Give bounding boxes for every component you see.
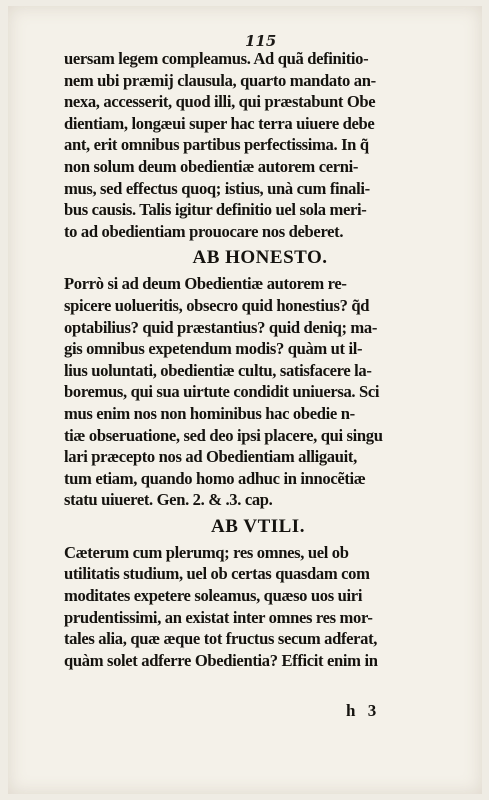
text-line: quàm solet adferre Obedientia? Efficit enim in xyxy=(64,650,378,670)
text-line: optabilius? quid præstantius? quid deniq; ma- xyxy=(64,317,378,337)
text-line: lari præcepto nos ad Obedientiam alligauit, xyxy=(64,447,357,467)
book-page xyxy=(8,6,482,794)
text-line: nem ubi præmij clausula, quarto mandato an- xyxy=(64,70,376,90)
paragraph-intro xyxy=(64,48,442,242)
section-heading-ab-utili: AB VTILI. xyxy=(211,515,305,537)
text-line: Porrò si ad deum Obedientiæ autorem re- xyxy=(64,274,347,294)
paragraph-ab-utili xyxy=(64,542,442,672)
text-line: non solum deum obedientiæ autorem cerni- xyxy=(64,156,359,176)
text-line: bus causis. Talis igitur definitio uel sola meri- xyxy=(64,200,367,220)
text-line: spicere uolueritis, obsecro quid honestius? q̃d xyxy=(64,295,370,315)
text-line: mus, sed effectus quoq; istius, unà cum finali- xyxy=(64,178,370,198)
text-line: dientiam, longæui super hac terra uiuere debe xyxy=(64,113,375,133)
text-line: tiæ obseruatione, sed deo ipsi placere, qui singu xyxy=(64,425,383,445)
text-line: utilitatis studium, uel ob certas quasdam com xyxy=(64,564,370,584)
paragraph-ab-honesto xyxy=(64,273,442,511)
text-line: mus enim nos non hominibus hac obedie n- xyxy=(64,403,355,423)
section-heading-ab-honesto: AB HONESTO. xyxy=(192,247,328,269)
text-line: to ad obedientiam prouocare nos deberet. xyxy=(64,221,344,241)
text-line: statu uiueret. Gen. 2. & .3. cap. xyxy=(64,490,273,510)
text-line: prudentissimi, an existat inter omnes res mor- xyxy=(64,607,373,627)
signature-mark: h 3 xyxy=(346,701,377,720)
text-line: uersam legem compleamus. Ad quã definitio- xyxy=(64,49,369,68)
text-line: lius uoluntati, obedientiæ cultu, satisfacere la- xyxy=(64,360,372,380)
text-line: tales alia, quæ æque tot fructus secum adferat, xyxy=(64,629,378,649)
text-line: ant, erit omnibus partibus perfectissima. In q̃ xyxy=(64,135,369,155)
text-line: nexa, accesserit, quod illi, qui præstabunt Obe xyxy=(64,92,376,112)
text-line: moditates expetere soleamus, quæso uos uiri xyxy=(64,586,363,606)
text-line: tum etiam, quando homo adhuc in innocẽtiæ xyxy=(64,468,366,488)
page-text xyxy=(64,48,442,671)
text-line: Cæterum cum plerumq; res omnes, uel ob xyxy=(64,542,349,562)
page-number: 115 xyxy=(245,32,277,50)
text-line: gis omnibus expetendum modis? quàm ut il- xyxy=(64,339,363,359)
text-line: boremus, qui sua uirtute condidit uniuersa. Sci xyxy=(64,382,380,402)
